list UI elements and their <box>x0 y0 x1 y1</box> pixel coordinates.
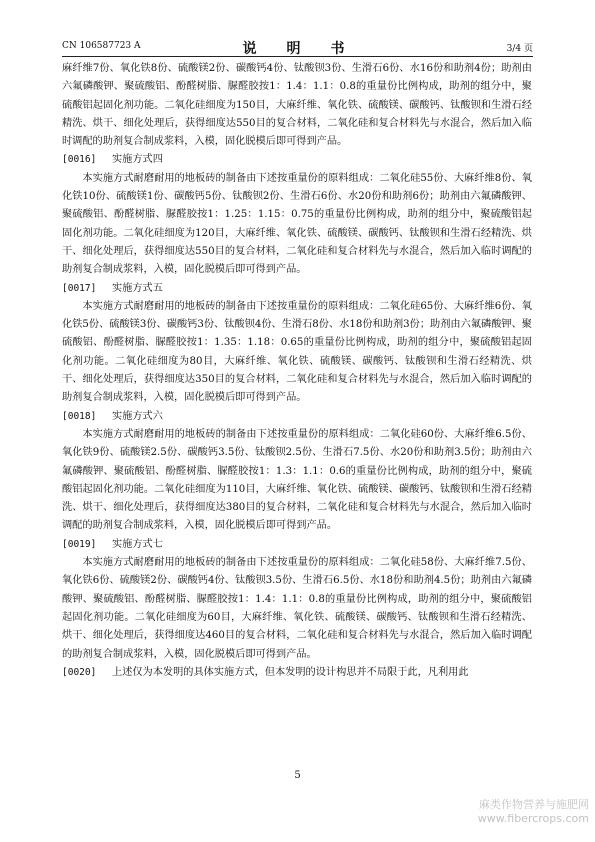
heading-text: 实施方式六 <box>112 410 163 422</box>
document-body <box>62 60 532 682</box>
document-title: 说 明 书 <box>242 41 353 57</box>
page-header <box>62 38 533 57</box>
paragraph-text: 本实施方式耐磨耐用的地板砖的制备由下述按重量份的原料组成：二氧化硅60份、大麻纤维6.5份、氧化铁9份、硫酸镁2.5份、碳酸钙3.5份、钛酸钡2.5份、生滑石7.5份、水20份和助剂3.5份；助剂由六氟磷酸钾、聚硫酸铝、酚醛树脂、脲醛胶按1：1.3：1.1：0.6的重量份比例构成，助剂的组分中，聚硫酸铝起固化剂功能。二氧化硅细度为110目，大麻纤维、氧化铁、硫酸镁、碳酸钙、钛酸钡和生滑石经精洗、烘干、细化处理后，获得细度达380目的复合材料，二氧化硅和复合材料先与水混合，然后加入临时调配的助剂复合制成浆料，入模，固化脱模后即可得到产品。 <box>62 428 532 532</box>
heading-text: 实施方式七 <box>112 538 163 550</box>
section-heading <box>62 536 532 554</box>
paragraph-number: [0020] <box>62 666 97 678</box>
heading-text: 实施方式四 <box>112 154 163 166</box>
section-heading <box>62 151 532 169</box>
paragraph-text: 麻纤维7份、氧化铁8份、硫酸镁2份、碳酸钙4份、钛酸钡3份、生滑石6份、水16份和助剂4份；助剂由六氟磷酸钾、聚硫酸铝、酚醛树脂、脲醛胶按1：1.4：1.1：0.8的重量份比例构成，助剂的组分中，聚硫酸铝起固化剂功能。二氧化硅细度为150目，大麻纤维、氧化铁、硫酸镁、碳酸钙、钛酸钡和生滑石经精洗、烘干、细化处理后，获得细度达550目的复合材料，二氧化硅和复合材料先与水混合，然后加入临时调配的助剂复合制成浆料，入模，固化脱模后即可得到产品。 <box>62 63 532 148</box>
paragraph-number: [0016] <box>62 154 97 166</box>
page-number: 5 <box>294 770 301 781</box>
heading-text: 实施方式五 <box>112 282 163 294</box>
section-heading <box>62 280 532 298</box>
patent-number: CN 106587723 A <box>62 41 141 51</box>
paragraph-number: [0018] <box>62 410 97 422</box>
paragraph-number: [0019] <box>62 538 97 550</box>
section-heading <box>62 408 532 426</box>
header-rule <box>62 56 533 57</box>
paragraph-text: 本实施方式耐磨耐用的地板砖的制备由下述按重量份的原料组成：二氧化硅58份、大麻纤维7.5份、氧化铁6份、硫酸镁2份、碳酸钙4份、钛酸钡3.5份、生滑石6.5份、水18份和助剂4.5份；助剂由六氟磷酸钾、聚硫酸铝、酚醛树脂、脲醛胶按1：1.4：1.1：0.8的重量份比例构成，助剂的组分中，聚硫酸铝起固化剂功能。二氧化硅细度为60目，大麻纤维、氧化铁、硫酸镁、碳酸钙、钛酸钡和生滑石经精洗、烘干、细化处理后，获得细度达460目的复合材料，二氧化硅和复合材料先与水混合，然后加入临时调配的助剂复合制成浆料，入模，固化脱模后即可得到产品。 <box>62 557 532 660</box>
numbered-paragraph <box>62 664 532 682</box>
page-indicator: 3/4 页 <box>506 44 533 54</box>
paragraph-text: 本实施方式耐磨耐用的地板砖的制备由下述按重量份的原料组成：二氧化硅65份、大麻纤维6份、氧化铁5份、硫酸镁3份、碳酸钙3份、钛酸钡4份、生滑石8份、水18份和助剂3份；助剂由六氟磷酸钾、聚硫酸铝、酚醛树脂、脲醛胶按1：1.35：1.18：0.65的重量份比例构成，助剂的组分中，聚硫酸铝起固化剂功能。二氧化硅细度为80目，大麻纤维、氧化铁、硫酸镁、碳酸钙、钛酸钡和生滑石经精洗、烘干、细化处理后，获得细度达350目的复合材料，二氧化硅和复合材料先与水混合，然后加入临时调配的助剂复合制成浆料，入模，固化脱模后即可得到产品。 <box>62 300 532 404</box>
watermark-line-2: www.fibercrops.com <box>477 812 589 825</box>
watermark-line-1: 麻类作物营养与施肥网 <box>479 798 589 811</box>
paragraph-text: 上述仅为本发明的具体实施方式，但本发明的设计构思并不局限于此，凡利用此 <box>112 666 469 678</box>
paragraph-text: 本实施方式耐磨耐用的地板砖的制备由下述按重量份的原料组成：二氧化硅55份、大麻纤维8份、氧化铁10份、硫酸镁1份、碳酸钙5份、钛酸钡2份、生滑石6份、水20份和助剂6份；助剂由六氟磷酸钾、聚硫酸铝、酚醛树脂、脲醛胶按1：1.25：1.15：0.75的重量份比例构成，助剂的组分中，聚硫酸铝起固化剂功能。二氧化硅细度为120目，大麻纤维、氧化铁、硫酸镁、碳酸钙、钛酸钡和生滑石经精洗、烘干、细化处理后，获得细度达550目的复合材料，二氧化硅和复合材料先与水混合，然后加入临时调配的助剂复合制成浆料，入模，固化脱模后即可得到产品。 <box>62 172 532 276</box>
site-watermark <box>478 798 589 826</box>
paragraph-number: [0017] <box>62 282 97 294</box>
